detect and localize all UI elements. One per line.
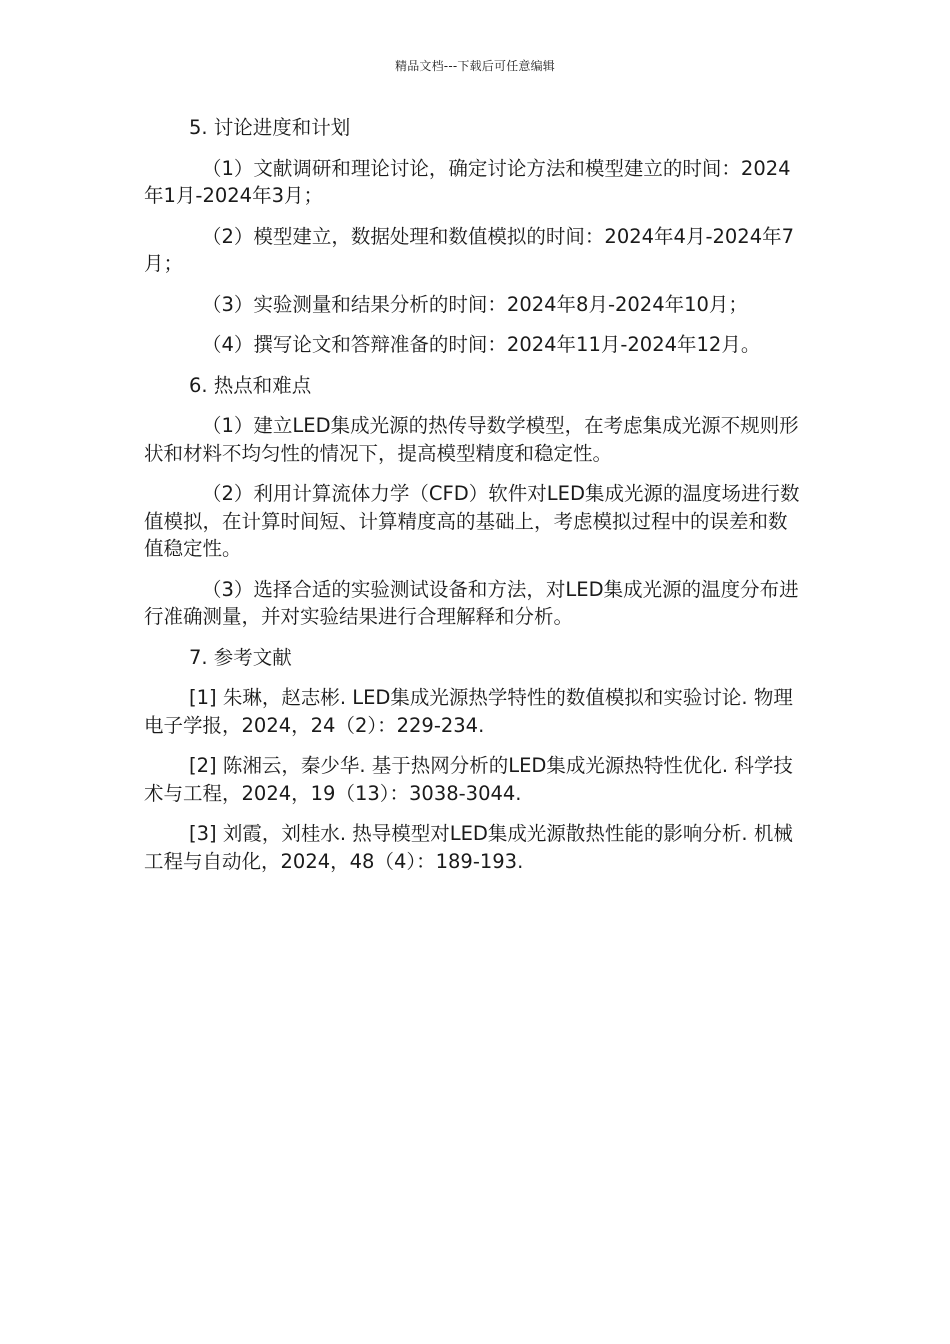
reference-item-2: [2] 陈湘云，秦少华. 基于热网分析的LED集成光源热特性优化. 科学技术与工程，2024，19（13）：3038-3044. [144,754,793,805]
difficulty-item-3: （3）选择合适的实验测试设备和方法，对LED集成光源的温度分布进行准确测量，并对实验结果进行合理解释和分析。 [144,577,799,628]
difficulty-item-2: （2）利用计算流体力学（CFD）软件对LED集成光源的温度场进行数值模拟，在计算时间短、计算精度高的基础上，考虑模拟过程中的误差和数值稳定性。 [144,482,800,560]
section-heading-references: 7. 参考文献 [189,645,292,669]
section-heading-plan: 5. 讨论进度和计划 [189,116,351,139]
reference-item-3: [3] 刘霞，刘桂水. 热导模型对LED集成光源散热性能的影响分析. 机械工程与自动化，2024，48（4）：189-193. [144,822,793,873]
reference-item-1: [1] 朱琳，赵志彬. LED集成光源热学特性的数值模拟和实验讨论. 物理电子学报，2024，24（2）：229-234. [144,686,793,737]
difficulty-item-1: （1）建立LED集成光源的热传导数学模型，在考虑集成光源不规则形状和材料不均匀性的情况下，提高模型精度和稳定性。 [144,414,799,465]
plan-item-3: （3）实验测量和结果分析的时间：2024年8月-2024年10月； [202,292,748,316]
section-heading-difficulty: 6. 热点和难点 [189,373,312,397]
plan-item-4: （4）撰写论文和答辩准备的时间：2024年11月-2024年12月。 [202,333,761,356]
document-body [144,114,804,888]
page-header: 精品文档---下载后可任意编辑 [395,59,555,73]
plan-item-1: （1）文献调研和理论讨论，确定讨论方法和模型建立的时间：2024年1月-2024年3月； [144,156,791,207]
plan-item-2: （2）模型建立，数据处理和数值模拟的时间：2024年4月-2024年7月； [144,224,795,275]
